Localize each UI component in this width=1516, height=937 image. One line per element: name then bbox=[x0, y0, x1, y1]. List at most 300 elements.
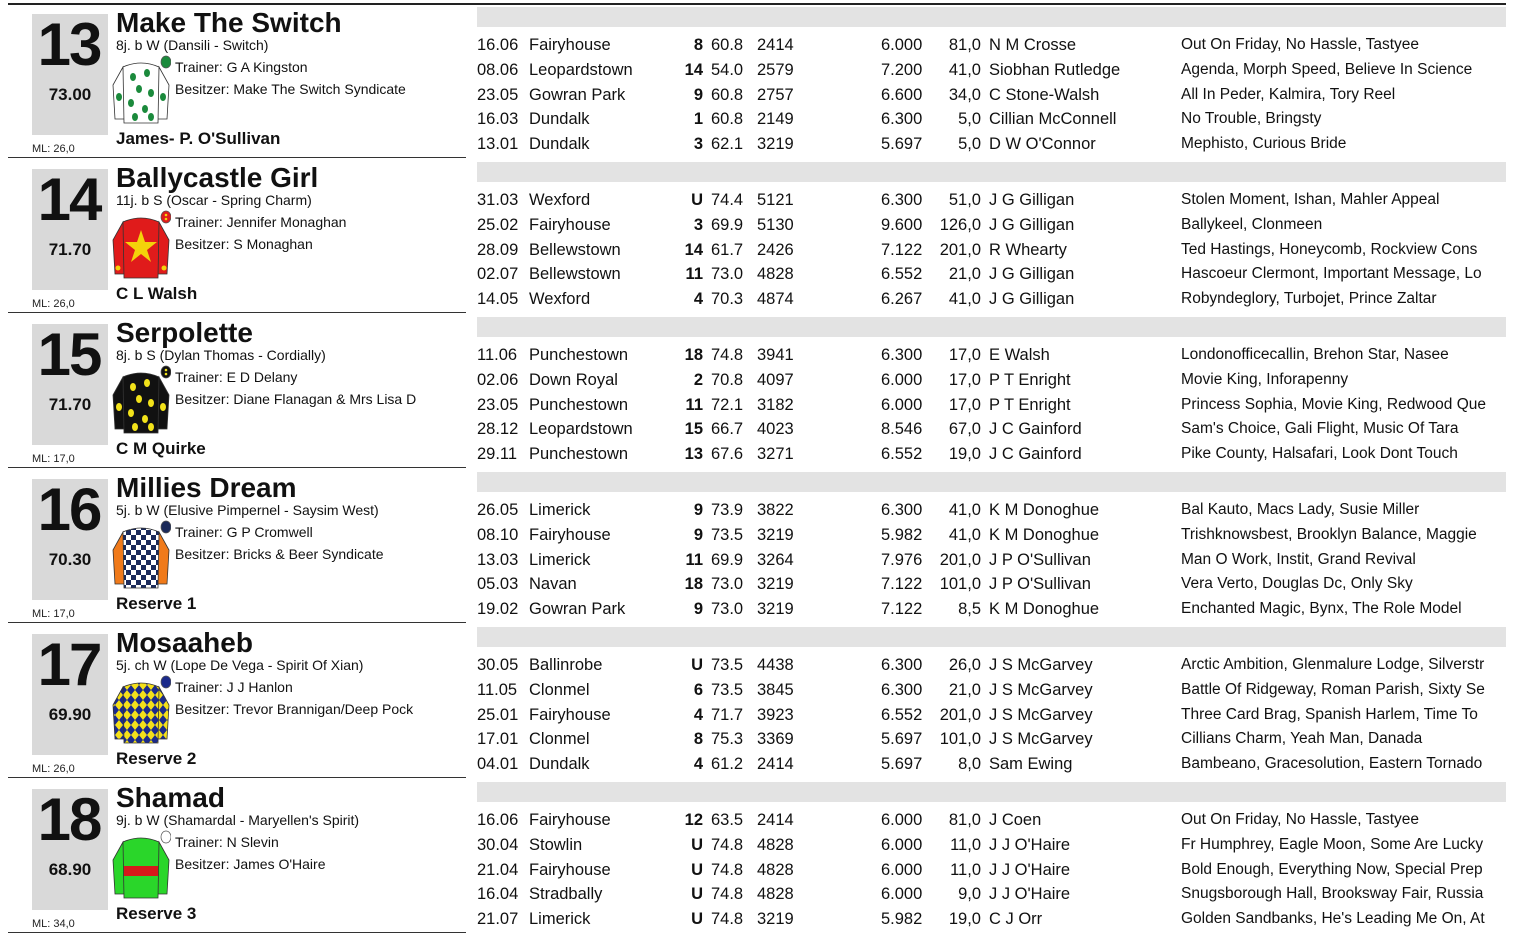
race-date: 11.05 bbox=[477, 680, 518, 699]
race-jockey: E Walsh bbox=[989, 346, 1050, 364]
race-odds: 41,0 bbox=[948, 290, 981, 309]
form-row bbox=[477, 417, 1506, 441]
runner-rating: 70.30 bbox=[48, 550, 92, 569]
entry-separator bbox=[8, 777, 466, 778]
race-rivals: Hascoeur Clermont, Important Message, Lo bbox=[1181, 265, 1482, 283]
race-jockey: J G Gilligan bbox=[989, 191, 1075, 209]
runner-number: 18 bbox=[37, 786, 101, 853]
race-track: Leopardstown bbox=[529, 60, 633, 79]
finish-position: 18 bbox=[684, 575, 703, 594]
race-prize: 6.552 bbox=[881, 445, 923, 464]
race-odds: 8,0 bbox=[958, 755, 981, 774]
race-track: Down Royal bbox=[529, 370, 618, 389]
race-track: Stowlin bbox=[529, 835, 583, 854]
trainer-name: Trainer: E D Delany bbox=[175, 369, 298, 385]
race-prize: 6.300 bbox=[881, 501, 923, 519]
race-prize: 6.552 bbox=[881, 705, 923, 724]
finish-position: U bbox=[691, 860, 703, 879]
race-date: 28.12 bbox=[477, 420, 519, 439]
race-date: 16.06 bbox=[477, 811, 519, 829]
carried-weight: 74.8 bbox=[711, 860, 744, 879]
horse-pedigree: 11j. b S (Oscar - Spring Charm) bbox=[116, 192, 312, 208]
race-track: Dundalk bbox=[529, 110, 590, 129]
race-rivals: All In Peder, Kalmira, Tory Reel bbox=[1181, 85, 1396, 103]
race-track: Fairyhouse bbox=[529, 860, 611, 879]
race-track: Limerick bbox=[529, 550, 591, 569]
race-prize: 6.552 bbox=[881, 265, 923, 284]
race-track: Ballinrobe bbox=[529, 656, 603, 674]
trainer-name: Trainer: Jennifer Monaghan bbox=[175, 214, 347, 230]
finish-position: 14 bbox=[684, 240, 703, 259]
race-jockey: P T Enright bbox=[989, 370, 1071, 389]
carried-weight: 63.5 bbox=[711, 811, 744, 829]
carried-weight: 73.5 bbox=[711, 525, 744, 544]
race-odds: 21,0 bbox=[948, 265, 981, 284]
form-header-bar bbox=[477, 162, 1506, 182]
race-distance: 2414 bbox=[757, 811, 794, 829]
runner-number: 17 bbox=[37, 631, 101, 698]
finish-position: U bbox=[691, 910, 703, 929]
carried-weight: 74.8 bbox=[711, 346, 744, 364]
race-track: Navan bbox=[529, 575, 577, 594]
form-row bbox=[477, 368, 1506, 392]
horse-pedigree: 9j. b W (Shamardal - Maryellen's Spirit) bbox=[116, 812, 360, 828]
race-distance: 4828 bbox=[757, 885, 794, 904]
runner-entry bbox=[8, 627, 1506, 782]
race-jockey: D W O'Connor bbox=[989, 135, 1096, 154]
race-track: Gowran Park bbox=[529, 85, 626, 104]
carried-weight: 67.6 bbox=[711, 445, 744, 464]
form-row bbox=[477, 858, 1506, 882]
race-prize: 5.697 bbox=[881, 755, 923, 774]
jockey-name: C L Walsh bbox=[116, 284, 198, 303]
race-date: 25.01 bbox=[477, 705, 519, 724]
carried-weight: 70.3 bbox=[711, 290, 744, 309]
runner-entry bbox=[8, 162, 1506, 317]
race-date: 25.02 bbox=[477, 215, 519, 234]
race-date: 21.07 bbox=[477, 910, 519, 929]
finish-position: 14 bbox=[684, 60, 703, 79]
race-jockey: Cillian McConnell bbox=[989, 110, 1117, 129]
top-rule bbox=[8, 3, 1506, 5]
race-rivals: Vera Verto, Douglas Dc, Only Sky bbox=[1181, 575, 1413, 593]
jockey-name: James- P. O'Sullivan bbox=[116, 129, 281, 148]
race-prize: 6.300 bbox=[881, 656, 923, 674]
race-rivals: Man O Work, Instit, Grand Revival bbox=[1181, 550, 1416, 568]
race-odds: 26,0 bbox=[948, 656, 981, 674]
race-date: 02.07 bbox=[477, 265, 519, 284]
form-row bbox=[477, 287, 1506, 311]
carried-weight: 73.0 bbox=[711, 265, 744, 284]
race-date: 02.06 bbox=[477, 370, 519, 389]
carried-weight: 73.9 bbox=[711, 501, 744, 519]
race-odds: 201,0 bbox=[939, 705, 981, 724]
jockey-silks-icon bbox=[111, 520, 171, 590]
race-odds: 5,0 bbox=[958, 110, 981, 129]
race-prize: 6.300 bbox=[881, 191, 923, 209]
race-distance: 4828 bbox=[757, 860, 794, 879]
race-track: Fairyhouse bbox=[529, 525, 611, 544]
form-header-bar bbox=[477, 627, 1506, 647]
race-jockey: J J O'Haire bbox=[989, 885, 1071, 904]
jockey-name: Reserve 3 bbox=[116, 904, 197, 923]
finish-position: 9 bbox=[693, 600, 703, 619]
race-odds: 5,0 bbox=[958, 135, 981, 154]
form-row bbox=[477, 238, 1506, 262]
form-header-bar bbox=[477, 472, 1506, 492]
finish-position: U bbox=[691, 885, 703, 904]
jockey-silks-icon bbox=[111, 365, 171, 435]
jockey-name: Reserve 1 bbox=[116, 594, 197, 613]
entry-separator bbox=[8, 932, 466, 933]
form-row bbox=[477, 727, 1506, 751]
race-rivals: Agenda, Morph Speed, Believe In Science bbox=[1181, 60, 1473, 78]
race-rivals: Snugsborough Hall, Brooksway Fair, Russia bbox=[1181, 885, 1484, 903]
race-date: 11.06 bbox=[477, 346, 518, 364]
race-track: Bellewstown bbox=[529, 240, 621, 259]
finish-position: 4 bbox=[693, 705, 703, 724]
race-track: Leopardstown bbox=[529, 420, 633, 439]
race-rivals: Londonofficecallin, Brehon Star, Nasee bbox=[1181, 346, 1449, 363]
race-track: Punchestown bbox=[529, 346, 629, 364]
race-track: Gowran Park bbox=[529, 600, 626, 619]
carried-weight: 60.8 bbox=[711, 36, 744, 54]
race-jockey: J G Gilligan bbox=[989, 290, 1075, 309]
runner-rating: 71.70 bbox=[48, 395, 92, 414]
race-track: Punchestown bbox=[529, 395, 629, 414]
race-track: Wexford bbox=[529, 191, 591, 209]
form-header-bar bbox=[477, 7, 1506, 27]
form-row bbox=[477, 83, 1506, 107]
race-date: 16.03 bbox=[477, 110, 519, 129]
form-row bbox=[477, 58, 1506, 82]
race-date: 21.04 bbox=[477, 860, 519, 879]
race-prize: 6.000 bbox=[881, 835, 923, 854]
horse-name: Shamad bbox=[116, 782, 225, 813]
form-row bbox=[477, 882, 1506, 906]
carried-weight: 70.8 bbox=[711, 370, 744, 389]
race-rivals: Ballykeel, Clonmeen bbox=[1181, 215, 1323, 233]
race-distance: 4097 bbox=[757, 370, 794, 389]
race-rivals: Robyndeglory, Turbojet, Prince Zaltar bbox=[1181, 290, 1437, 308]
race-distance: 4828 bbox=[757, 265, 794, 284]
race-odds: 51,0 bbox=[948, 191, 981, 209]
race-distance: 2414 bbox=[757, 36, 794, 54]
race-distance: 4438 bbox=[757, 656, 794, 674]
race-distance: 2426 bbox=[757, 240, 794, 259]
race-odds: 19,0 bbox=[948, 910, 981, 929]
race-odds: 201,0 bbox=[939, 550, 981, 569]
owner-name: Besitzer: S Monaghan bbox=[175, 236, 313, 252]
carried-weight: 62.1 bbox=[711, 135, 744, 154]
race-prize: 5.982 bbox=[881, 910, 923, 929]
race-track: Dundalk bbox=[529, 135, 590, 154]
form-row bbox=[477, 548, 1506, 572]
race-distance: 3219 bbox=[757, 135, 794, 154]
race-distance: 3219 bbox=[757, 575, 794, 594]
race-date: 05.03 bbox=[477, 575, 519, 594]
morning-line-odds: ML: 17,0 bbox=[32, 608, 75, 620]
race-date: 08.10 bbox=[477, 525, 519, 544]
carried-weight: 72.1 bbox=[711, 395, 744, 414]
horse-name: Millies Dream bbox=[116, 472, 297, 503]
form-row bbox=[477, 498, 1506, 522]
race-rivals: Bambeano, Gracesolution, Eastern Tornado bbox=[1181, 755, 1483, 773]
form-row bbox=[477, 703, 1506, 727]
carried-weight: 66.7 bbox=[711, 420, 744, 439]
form-row bbox=[477, 752, 1506, 776]
finish-position: 9 bbox=[693, 525, 703, 544]
race-date: 04.01 bbox=[477, 755, 519, 774]
carried-weight: 60.8 bbox=[711, 85, 744, 104]
jockey-silks-icon bbox=[111, 830, 171, 900]
entry-separator bbox=[8, 157, 466, 158]
form-row bbox=[477, 907, 1506, 931]
finish-position: 1 bbox=[693, 110, 703, 129]
race-date: 26.05 bbox=[477, 501, 519, 519]
form-row bbox=[477, 808, 1506, 832]
race-odds: 17,0 bbox=[948, 346, 981, 364]
carried-weight: 69.9 bbox=[711, 215, 744, 234]
race-distance: 2414 bbox=[757, 755, 794, 774]
race-rivals: Fr Humphrey, Eagle Moon, Some Are Lucky bbox=[1181, 835, 1484, 853]
race-odds: 81,0 bbox=[948, 811, 981, 829]
runner-rating: 73.00 bbox=[48, 85, 92, 104]
race-prize: 6.000 bbox=[881, 370, 923, 389]
race-prize: 6.000 bbox=[881, 36, 923, 54]
form-row bbox=[477, 132, 1506, 156]
race-distance: 5130 bbox=[757, 215, 794, 234]
jockey-silks-icon bbox=[111, 55, 171, 125]
race-prize: 7.122 bbox=[881, 575, 923, 594]
form-row bbox=[477, 262, 1506, 286]
form-row bbox=[477, 523, 1506, 547]
runner-number: 16 bbox=[37, 476, 101, 543]
race-jockey: J P O'Sullivan bbox=[989, 575, 1091, 594]
runner-entry bbox=[8, 472, 1506, 627]
race-distance: 3219 bbox=[757, 600, 794, 619]
race-jockey: J C Gainford bbox=[989, 445, 1082, 464]
race-distance: 3845 bbox=[757, 680, 794, 699]
race-jockey: K M Donoghue bbox=[989, 501, 1100, 519]
horse-name: Make The Switch bbox=[116, 7, 342, 38]
finish-position: 9 bbox=[693, 85, 703, 104]
horse-pedigree: 8j. b S (Dylan Thomas - Cordially) bbox=[116, 347, 326, 363]
race-rivals: Sam's Choice, Gali Flight, Music Of Tara bbox=[1181, 420, 1459, 438]
race-distance: 4023 bbox=[757, 420, 794, 439]
carried-weight: 73.0 bbox=[711, 600, 744, 619]
race-prize: 9.600 bbox=[881, 215, 923, 234]
entry-separator bbox=[8, 467, 466, 468]
race-prize: 6.300 bbox=[881, 346, 923, 364]
race-date: 16.06 bbox=[477, 36, 519, 54]
trainer-name: Trainer: N Slevin bbox=[175, 834, 279, 850]
race-prize: 6.600 bbox=[881, 85, 923, 104]
form-row bbox=[477, 188, 1506, 212]
race-track: Limerick bbox=[529, 501, 591, 519]
race-odds: 41,0 bbox=[948, 501, 981, 519]
race-track: Punchestown bbox=[529, 445, 629, 464]
race-date: 13.03 bbox=[477, 550, 519, 569]
owner-name: Besitzer: Diane Flanagan & Mrs Lisa D bbox=[175, 391, 417, 407]
finish-position: 11 bbox=[685, 395, 703, 414]
race-rivals: Out On Friday, No Hassle, Tastyee bbox=[1181, 36, 1420, 53]
owner-name: Besitzer: Bricks & Beer Syndicate bbox=[175, 546, 384, 562]
finish-position: 12 bbox=[684, 811, 703, 829]
race-date: 29.11 bbox=[477, 445, 518, 464]
race-rivals: Movie King, Inforapenny bbox=[1181, 370, 1349, 388]
carried-weight: 61.2 bbox=[711, 755, 744, 774]
carried-weight: 69.9 bbox=[711, 550, 744, 569]
morning-line-odds: ML: 26,0 bbox=[32, 298, 75, 310]
race-rivals: Trishknowsbest, Brooklyn Balance, Maggie bbox=[1181, 525, 1477, 543]
form-row bbox=[477, 393, 1506, 417]
race-prize: 7.122 bbox=[881, 600, 923, 619]
race-prize: 6.267 bbox=[881, 290, 923, 309]
trainer-name: Trainer: J J Hanlon bbox=[175, 679, 293, 695]
race-prize: 7.976 bbox=[881, 550, 923, 569]
form-row bbox=[477, 213, 1506, 237]
race-jockey: J J O'Haire bbox=[989, 835, 1071, 854]
race-rivals: Bal Kauto, Macs Lady, Susie Miller bbox=[1181, 501, 1420, 518]
race-prize: 5.697 bbox=[881, 135, 923, 154]
race-rivals: Ted Hastings, Honeycomb, Rockview Cons bbox=[1181, 240, 1478, 258]
race-distance: 3219 bbox=[757, 525, 794, 544]
race-rivals: Golden Sandbanks, He's Leading Me On, At bbox=[1181, 910, 1485, 928]
race-prize: 6.000 bbox=[881, 395, 923, 414]
race-rivals: Mephisto, Curious Bride bbox=[1181, 135, 1347, 153]
race-distance: 3822 bbox=[757, 501, 794, 519]
race-jockey: J S McGarvey bbox=[989, 680, 1093, 699]
race-rivals: Bold Enough, Everything Now, Special Prep bbox=[1181, 860, 1483, 878]
race-odds: 17,0 bbox=[948, 395, 981, 414]
trainer-name: Trainer: G A Kingston bbox=[175, 59, 308, 75]
race-odds: 81,0 bbox=[948, 36, 981, 54]
race-jockey: C Stone-Walsh bbox=[989, 85, 1100, 104]
race-track: Fairyhouse bbox=[529, 36, 611, 54]
finish-position: 8 bbox=[693, 36, 703, 54]
runner-rating: 68.90 bbox=[48, 860, 92, 879]
race-date: 23.05 bbox=[477, 395, 519, 414]
race-distance: 2149 bbox=[757, 110, 794, 129]
form-row bbox=[477, 107, 1506, 131]
race-odds: 201,0 bbox=[939, 240, 981, 259]
owner-name: Besitzer: Make The Switch Syndicate bbox=[175, 81, 406, 97]
finish-position: 4 bbox=[693, 290, 703, 309]
race-prize: 7.122 bbox=[881, 240, 923, 259]
race-distance: 3219 bbox=[757, 910, 794, 929]
race-rivals: Battle Of Ridgeway, Roman Parish, Sixty Se bbox=[1181, 680, 1485, 698]
carried-weight: 61.7 bbox=[711, 240, 744, 259]
race-odds: 8,5 bbox=[958, 600, 981, 619]
runner-rating: 69.90 bbox=[48, 705, 92, 724]
race-jockey: Sam Ewing bbox=[989, 755, 1073, 774]
carried-weight: 73.5 bbox=[711, 656, 744, 674]
race-track: Bellewstown bbox=[529, 265, 621, 284]
race-prize: 6.000 bbox=[881, 860, 923, 879]
race-odds: 101,0 bbox=[939, 575, 981, 594]
runner-rating: 71.70 bbox=[48, 240, 92, 259]
race-prize: 6.300 bbox=[881, 680, 923, 699]
race-odds: 126,0 bbox=[939, 215, 981, 234]
form-row bbox=[477, 833, 1506, 857]
race-odds: 41,0 bbox=[948, 525, 981, 544]
jockey-silks-icon bbox=[111, 675, 171, 745]
race-odds: 41,0 bbox=[948, 60, 981, 79]
race-prize: 5.982 bbox=[881, 525, 923, 544]
race-prize: 7.200 bbox=[881, 60, 923, 79]
horse-name: Mosaaheb bbox=[116, 627, 253, 658]
race-jockey: J G Gilligan bbox=[989, 265, 1075, 284]
horse-pedigree: 5j. ch W (Lope De Vega - Spirit Of Xian) bbox=[116, 657, 364, 673]
form-row bbox=[477, 442, 1506, 466]
form-row bbox=[477, 678, 1506, 702]
race-distance: 3271 bbox=[757, 445, 794, 464]
entry-separator bbox=[8, 622, 466, 623]
carried-weight: 73.0 bbox=[711, 575, 744, 594]
race-rivals: Arctic Ambition, Glenmalure Lodge, Silverstr bbox=[1181, 656, 1485, 673]
race-distance: 3923 bbox=[757, 705, 794, 724]
runner-entry bbox=[8, 317, 1506, 472]
finish-position: 6 bbox=[693, 680, 703, 699]
carried-weight: 60.8 bbox=[711, 110, 744, 129]
race-distance: 3264 bbox=[757, 550, 794, 569]
finish-position: 9 bbox=[693, 501, 703, 519]
jockey-name: Reserve 2 bbox=[116, 749, 197, 768]
race-jockey: J G Gilligan bbox=[989, 215, 1075, 234]
race-jockey: N M Crosse bbox=[989, 36, 1077, 54]
race-date: 19.02 bbox=[477, 600, 519, 619]
race-rivals: No Trouble, Bringsty bbox=[1181, 110, 1322, 128]
race-prize: 5.697 bbox=[881, 730, 923, 749]
race-rivals: Princess Sophia, Movie King, Redwood Que bbox=[1181, 395, 1486, 413]
race-odds: 21,0 bbox=[948, 680, 981, 699]
race-track: Dundalk bbox=[529, 755, 590, 774]
form-header-bar bbox=[477, 317, 1506, 337]
carried-weight: 74.8 bbox=[711, 835, 744, 854]
carried-weight: 75.3 bbox=[711, 730, 744, 749]
carried-weight: 74.8 bbox=[711, 910, 744, 929]
race-date: 28.09 bbox=[477, 240, 519, 259]
race-track: Clonmel bbox=[529, 730, 590, 749]
owner-name: Besitzer: James O'Haire bbox=[175, 856, 326, 872]
race-jockey: K M Donoghue bbox=[989, 600, 1100, 619]
race-date: 17.01 bbox=[477, 730, 519, 749]
horse-name: Ballycastle Girl bbox=[116, 162, 319, 193]
form-row bbox=[477, 33, 1506, 57]
runner-number: 14 bbox=[37, 166, 101, 233]
race-jockey: K M Donoghue bbox=[989, 525, 1100, 544]
finish-position: 8 bbox=[693, 730, 703, 749]
race-odds: 34,0 bbox=[948, 85, 981, 104]
race-distance: 3369 bbox=[757, 730, 794, 749]
form-row bbox=[477, 653, 1506, 677]
runner-number: 13 bbox=[37, 11, 101, 78]
morning-line-odds: ML: 17,0 bbox=[32, 453, 75, 465]
race-track: Fairyhouse bbox=[529, 215, 611, 234]
race-jockey: J P O'Sullivan bbox=[989, 550, 1091, 569]
form-row bbox=[477, 343, 1506, 367]
race-rivals: Out On Friday, No Hassle, Tastyee bbox=[1181, 811, 1420, 828]
race-date: 13.01 bbox=[477, 135, 519, 154]
race-odds: 11,0 bbox=[950, 860, 981, 879]
race-date: 30.04 bbox=[477, 835, 519, 854]
entry-separator bbox=[8, 312, 466, 313]
runner-number: 15 bbox=[37, 321, 101, 388]
race-jockey: J C Gainford bbox=[989, 420, 1082, 439]
race-odds: 101,0 bbox=[939, 730, 981, 749]
race-track: Clonmel bbox=[529, 680, 590, 699]
